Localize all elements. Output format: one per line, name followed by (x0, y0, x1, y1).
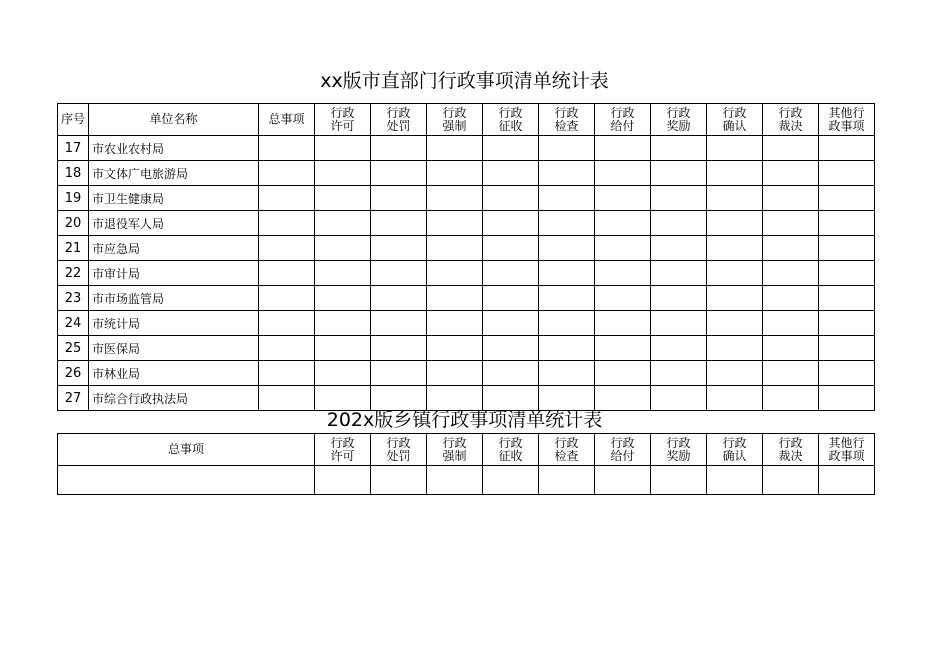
row-index: 24 (58, 311, 89, 336)
empty-cell (539, 136, 595, 161)
header-category-line: 行政 (722, 435, 747, 450)
header-category-line: 奖励 (666, 448, 691, 463)
header-category-line: 行政 (778, 435, 803, 450)
empty-cell (539, 336, 595, 361)
empty-cell (259, 386, 315, 411)
empty-cell (539, 286, 595, 311)
empty-cell (259, 136, 315, 161)
header-category-line: 给付 (610, 448, 635, 463)
empty-cell (651, 386, 707, 411)
table-row (58, 186, 875, 211)
empty-cell (595, 286, 651, 311)
empty-cell (651, 261, 707, 286)
empty-cell (371, 186, 427, 211)
row-unit-name: 市文体广电旅游局 (89, 161, 259, 186)
header-category-line: 其他行 (828, 105, 865, 120)
empty-cell (707, 386, 763, 411)
empty-cell (259, 286, 315, 311)
empty-cell (483, 336, 539, 361)
header-category (539, 434, 595, 466)
empty-cell (819, 161, 875, 186)
header-category-line: 其他行 (828, 435, 865, 450)
empty-cell (763, 136, 819, 161)
empty-cell (315, 186, 371, 211)
header-category-line: 强制 (442, 118, 467, 133)
empty-cell (427, 311, 483, 336)
table-row (58, 261, 875, 286)
header-category-line: 处罚 (386, 118, 411, 133)
table-row (58, 336, 875, 361)
table-row (58, 161, 875, 186)
header-category-line: 行政 (498, 435, 523, 450)
header-category-line: 许可 (330, 118, 355, 133)
empty-cell (763, 261, 819, 286)
empty-cell (595, 261, 651, 286)
header-category (819, 434, 875, 466)
header-category-line: 政事项 (828, 118, 865, 133)
row-index: 19 (58, 186, 89, 211)
header-category-line: 行政 (778, 105, 803, 120)
empty-cell (427, 336, 483, 361)
table-row (58, 386, 875, 411)
empty-cell (427, 361, 483, 386)
header-category (371, 104, 427, 136)
empty-cell (819, 466, 875, 495)
empty-cell (539, 386, 595, 411)
empty-cell (595, 161, 651, 186)
empty-cell (595, 236, 651, 261)
header-category (371, 434, 427, 466)
header-category-line: 行政 (330, 435, 355, 450)
row-unit-name: 市市场监管局 (89, 286, 259, 311)
header-category-line: 奖励 (666, 118, 691, 133)
empty-cell (371, 311, 427, 336)
row-unit-name: 市综合行政执法局 (89, 386, 259, 411)
empty-cell (651, 466, 707, 495)
header-category-line: 行政 (610, 105, 635, 120)
empty-cell (483, 311, 539, 336)
header-category-line: 行政 (722, 105, 747, 120)
empty-cell (58, 466, 315, 495)
header-category (595, 104, 651, 136)
empty-cell (819, 236, 875, 261)
table-row (58, 286, 875, 311)
empty-cell (539, 361, 595, 386)
header-index: 序号 (58, 104, 89, 136)
table-row (58, 466, 875, 495)
empty-cell (259, 211, 315, 236)
empty-cell (427, 286, 483, 311)
empty-cell (707, 211, 763, 236)
empty-cell (707, 286, 763, 311)
empty-cell (651, 211, 707, 236)
header-category-line: 检查 (554, 118, 579, 133)
header-category-line: 行政 (442, 435, 467, 450)
empty-cell (651, 136, 707, 161)
empty-cell (371, 386, 427, 411)
row-unit-name: 市林业局 (89, 361, 259, 386)
empty-cell (651, 361, 707, 386)
header-category (483, 434, 539, 466)
header-category-line: 行政 (554, 435, 579, 450)
empty-cell (259, 161, 315, 186)
empty-cell (371, 336, 427, 361)
empty-cell (595, 361, 651, 386)
header-category-line: 行政 (386, 435, 411, 450)
empty-cell (763, 286, 819, 311)
empty-cell (427, 161, 483, 186)
empty-cell (539, 236, 595, 261)
empty-cell (819, 336, 875, 361)
header-total: 总事项 (259, 104, 315, 136)
header-category-line: 征收 (498, 118, 523, 133)
row-index: 27 (58, 386, 89, 411)
row-unit-name: 市审计局 (89, 261, 259, 286)
row-index: 23 (58, 286, 89, 311)
header-category-line: 行政 (442, 105, 467, 120)
empty-cell (707, 466, 763, 495)
empty-cell (707, 336, 763, 361)
empty-cell (315, 311, 371, 336)
header-category (707, 434, 763, 466)
empty-cell (483, 186, 539, 211)
empty-cell (483, 161, 539, 186)
table-row (58, 361, 875, 386)
empty-cell (315, 386, 371, 411)
empty-cell (819, 261, 875, 286)
empty-cell (427, 386, 483, 411)
header-category-line: 给付 (610, 118, 635, 133)
header-category (539, 104, 595, 136)
header-category (483, 104, 539, 136)
empty-cell (819, 286, 875, 311)
empty-cell (427, 466, 483, 495)
empty-cell (371, 361, 427, 386)
header-category-line: 行政 (666, 435, 691, 450)
empty-cell (651, 286, 707, 311)
header-category (819, 104, 875, 136)
header-category-line: 行政 (330, 105, 355, 120)
empty-cell (483, 466, 539, 495)
header-category-line: 确认 (722, 118, 747, 133)
empty-cell (259, 261, 315, 286)
header-category-line: 确认 (722, 448, 747, 463)
township-table (57, 433, 875, 495)
empty-cell (651, 236, 707, 261)
empty-cell (651, 311, 707, 336)
row-index: 26 (58, 361, 89, 386)
empty-cell (651, 186, 707, 211)
empty-cell (819, 211, 875, 236)
empty-cell (819, 136, 875, 161)
empty-cell (595, 311, 651, 336)
empty-cell (763, 211, 819, 236)
row-unit-name: 市退役军人局 (89, 211, 259, 236)
empty-cell (371, 236, 427, 261)
empty-cell (315, 261, 371, 286)
header-total: 总事项 (58, 434, 315, 466)
header-category-line: 裁决 (778, 448, 803, 463)
empty-cell (315, 336, 371, 361)
row-unit-name: 市农业农村局 (89, 136, 259, 161)
row-index: 20 (58, 211, 89, 236)
empty-cell (371, 161, 427, 186)
table1-title: xx版市直部门行政事项清单统计表 (320, 70, 609, 92)
empty-cell (707, 136, 763, 161)
empty-cell (595, 386, 651, 411)
empty-cell (707, 186, 763, 211)
table-row (58, 136, 875, 161)
row-index: 25 (58, 336, 89, 361)
header-category-line: 行政 (610, 435, 635, 450)
header-category (427, 104, 483, 136)
empty-cell (259, 236, 315, 261)
empty-cell (819, 361, 875, 386)
row-index: 17 (58, 136, 89, 161)
empty-cell (427, 236, 483, 261)
empty-cell (651, 336, 707, 361)
header-category (651, 434, 707, 466)
empty-cell (539, 161, 595, 186)
header-category-line: 行政 (666, 105, 691, 120)
table-row (58, 311, 875, 336)
row-unit-name: 市统计局 (89, 311, 259, 336)
empty-cell (483, 236, 539, 261)
empty-cell (371, 286, 427, 311)
header-category (763, 434, 819, 466)
empty-cell (371, 466, 427, 495)
empty-cell (595, 466, 651, 495)
empty-cell (707, 236, 763, 261)
empty-cell (539, 261, 595, 286)
empty-cell (763, 161, 819, 186)
empty-cell (371, 211, 427, 236)
empty-cell (707, 311, 763, 336)
empty-cell (819, 311, 875, 336)
header-category-line: 检查 (554, 448, 579, 463)
empty-cell (595, 186, 651, 211)
empty-cell (315, 466, 371, 495)
table2-title: 202x版乡镇行政事项清单统计表 (326, 409, 603, 431)
empty-cell (371, 261, 427, 286)
empty-cell (763, 311, 819, 336)
header-category-line: 强制 (442, 448, 467, 463)
empty-cell (763, 386, 819, 411)
empty-cell (707, 161, 763, 186)
empty-cell (483, 286, 539, 311)
row-unit-name: 市应急局 (89, 236, 259, 261)
table-row (58, 211, 875, 236)
empty-cell (763, 236, 819, 261)
header-category (651, 104, 707, 136)
header-category-line: 行政 (498, 105, 523, 120)
header-category-line: 裁决 (778, 118, 803, 133)
empty-cell (707, 261, 763, 286)
empty-cell (315, 286, 371, 311)
empty-cell (427, 136, 483, 161)
empty-cell (427, 261, 483, 286)
table-row (58, 236, 875, 261)
empty-cell (259, 311, 315, 336)
empty-cell (707, 361, 763, 386)
empty-cell (315, 211, 371, 236)
empty-cell (763, 466, 819, 495)
header-category-line: 征收 (498, 448, 523, 463)
empty-cell (483, 386, 539, 411)
empty-cell (651, 161, 707, 186)
row-unit-name: 市卫生健康局 (89, 186, 259, 211)
empty-cell (259, 336, 315, 361)
header-category-line: 处罚 (386, 448, 411, 463)
header-category-line: 行政 (554, 105, 579, 120)
empty-cell (595, 136, 651, 161)
empty-cell (595, 211, 651, 236)
empty-cell (819, 186, 875, 211)
header-category-line: 行政 (386, 105, 411, 120)
header-category (427, 434, 483, 466)
header-category (763, 104, 819, 136)
empty-cell (539, 211, 595, 236)
row-index: 18 (58, 161, 89, 186)
header-category (315, 104, 371, 136)
header-category (595, 434, 651, 466)
empty-cell (371, 136, 427, 161)
empty-cell (259, 361, 315, 386)
row-unit-name: 市医保局 (89, 336, 259, 361)
empty-cell (539, 186, 595, 211)
empty-cell (315, 236, 371, 261)
empty-cell (819, 386, 875, 411)
empty-cell (539, 311, 595, 336)
empty-cell (315, 136, 371, 161)
row-index: 22 (58, 261, 89, 286)
header-category-line: 政事项 (828, 448, 865, 463)
municipal-departments-table (57, 103, 875, 411)
header-category (315, 434, 371, 466)
empty-cell (763, 336, 819, 361)
empty-cell (483, 261, 539, 286)
empty-cell (427, 211, 483, 236)
empty-cell (483, 361, 539, 386)
row-index: 21 (58, 236, 89, 261)
empty-cell (315, 361, 371, 386)
empty-cell (427, 186, 483, 211)
empty-cell (539, 466, 595, 495)
empty-cell (763, 186, 819, 211)
empty-cell (315, 161, 371, 186)
header-category (707, 104, 763, 136)
empty-cell (259, 186, 315, 211)
header-category-line: 许可 (330, 448, 355, 463)
empty-cell (483, 136, 539, 161)
empty-cell (595, 336, 651, 361)
header-unit-name: 单位名称 (89, 104, 259, 136)
empty-cell (483, 211, 539, 236)
empty-cell (763, 361, 819, 386)
